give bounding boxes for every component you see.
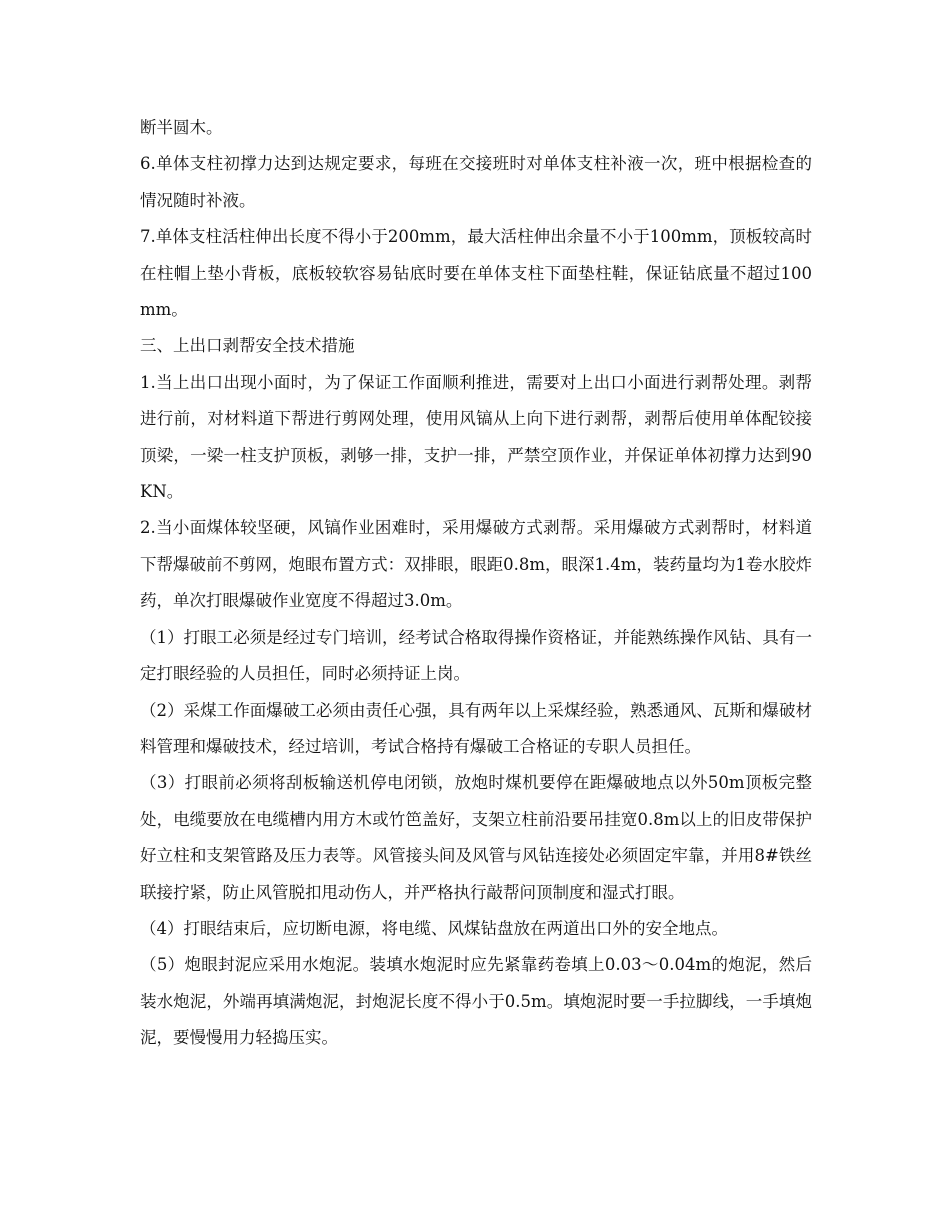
document-page [140, 110, 812, 1057]
paragraph-item-7: 7.单体支柱活柱伸出长度不得小于200mm，最大活柱伸出余量不小于100mm，顶板较高时在柱帽上垫小背板，底板较软容易钻底时要在单体支柱下面垫柱鞋，保证钻底量不超过100mm。 [140, 227, 812, 320]
paragraph-subitem-5: （5）炮眼封泥应采用水炮泥。装填水炮泥时应先紧靠药卷填上0.03～0.04m的炮泥，然后装水炮泥，外端再填满炮泥，封炮泥长度不得小于0.5m。填炮泥时要一手拉脚线，一手填炮泥，要慢慢用力轻捣压实。 [140, 955, 812, 1048]
paragraph-item-1: 1.当上出口出现小面时，为了保证工作面顺利推进，需要对上出口小面进行剥帮处理。剥帮进行前，对材料道下帮进行剪网处理，使用风镐从上向下进行剥帮，剥帮后使用单体配铰接顶梁，一梁一柱支护顶板，剥够一排，支护一排，严禁空顶作业，并保证单体初撑力达到90KN。 [140, 372, 812, 502]
paragraph-subitem-4: （4）打眼结束后，应切断电源，将电缆、风煤钻盘放在两道出口外的安全地点。 [140, 918, 728, 938]
paragraph-continuation: 断半圆木。 [140, 118, 223, 137]
paragraph-item-2: 2.当小面煤体较坚硬，风镐作业困难时，采用爆破方式剥帮。采用爆破方式剥帮时，材料道下帮爆破前不剪网，炮眼布置方式：双排眼，眼距0.8m，眼深1.4m，装药量均为1卷水胶炸药，单次打眼爆破作业宽度不得超过3.0m。 [140, 518, 812, 611]
paragraph-subitem-2: （2）采煤工作面爆破工必须由责任心强，具有两年以上采煤经验，熟悉通风、瓦斯和爆破材料管理和爆破技术，经过培训，考试合格持有爆破工合格证的专职人员担任。 [140, 700, 812, 756]
section-heading: 三、上出口剥帮安全技术措施 [140, 336, 355, 356]
paragraph-subitem-3: （3）打眼前必须将刮板输送机停电闭锁，放炮时煤机要停在距爆破地点以外50m顶板完整处，电缆要放在电缆槽内用方木或竹笆盖好，支架立柱前沿要吊挂宽0.8m以上的旧皮带保护好立柱和支架管路及压力表等。风管接头间及风管与风钻连接处必须固定牢靠，并用8#铁丝联接拧紧，防止风管脱扣甩动伤人，并严格执行敲帮问顶制度和湿式打眼。 [140, 773, 812, 902]
paragraph-subitem-1: （1）打眼工必须是经过专门培训，经考试合格取得操作资格证，并能熟练操作风钻、具有一定打眼经验的人员担任，同时必须持证上岗。 [140, 627, 812, 684]
paragraph-item-6: 6.单体支柱初撑力达到达规定要求，每班在交接班时对单体支柱补液一次，班中根据检查的情况随时补液。 [140, 154, 812, 210]
